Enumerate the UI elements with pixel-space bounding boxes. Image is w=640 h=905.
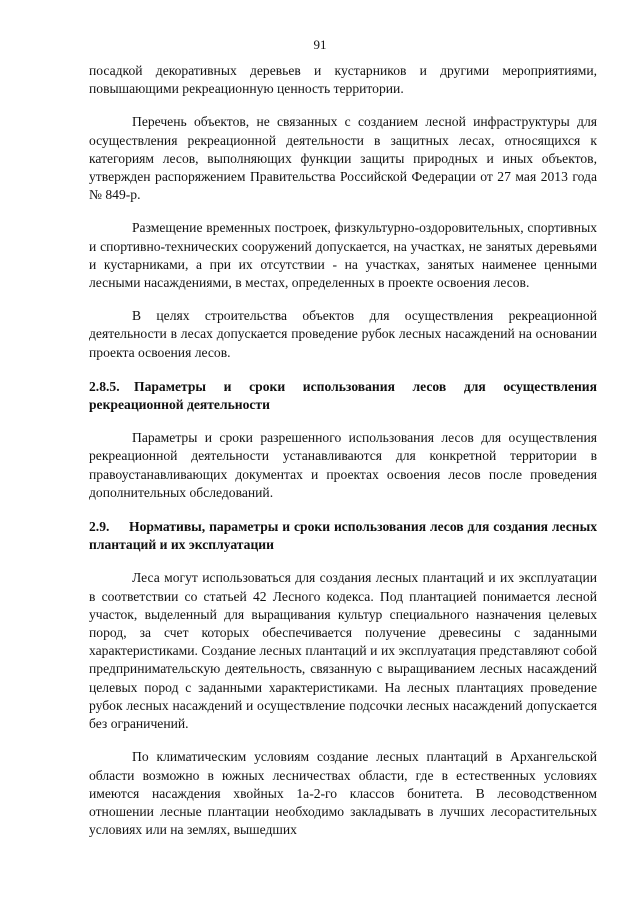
paragraph-plantations: Леса могут использоваться для создания лесных плантаций и их эксплуатации в соответствии со статьей 42 Лесного кодекса. Под плантацией понимается лесной участок, выделенный для выращивания культур специального назначения целевых пород, за счет которых обеспечивается получение древесины с заданными характеристиками. Создание лесных плантаций и их эксплуатация представляют собой предпринимательскую деятельность, связанную с выращиванием лесных насаждений целевых пород с заданными характеристиками. На лесных плантациях проведение рубок лесных насаждений и осуществление подсочки лесных насаждений допускается без ограничений. (89, 570, 597, 732)
section-heading-2-9 (89, 518, 597, 554)
section-title: Параметры и сроки использования лесов для осуществления рекреационной деятельности (89, 378, 597, 413)
section-title: Нормативы, параметры и сроки использования лесов для создания лесных плантаций и их эксплуатации (89, 519, 597, 553)
section-heading-2-8-5 (89, 378, 597, 414)
section-number: 2.9. (89, 519, 110, 535)
paragraph-climate: По климатическим условиям создание лесных плантаций в Архангельской области возможно в южных лесничествах области, где в естественных условиях имеются насаждения хвойных 1а-2-го классов бонитета. В лесоводственном отношении лесные плантации необходимо закладывать в лучших лесорастительных условиях или на землях, вышедших (89, 749, 597, 838)
paragraph-parameters: Параметры и сроки разрешенного использования лесов для осуществления рекреационной деятельности устанавливаются для конкретной территории в правоустанавливающих документах и проектах освоения лесов после проведения дополнительных обследований. (89, 430, 597, 500)
paragraph-construction-felling: В целях строительства объектов для осуществления рекреационной деятельности в лесах допускается проведение рубок лесных насаждений на основании проекта освоения лесов. (89, 308, 597, 360)
section-number: 2.8.5. (89, 378, 120, 394)
paragraph-temporary-buildings: Размещение временных построек, физкультурно-оздоровительных, спортивных и спортивно-технических сооружений допускается, на участках, не занятых деревьями и кустарниками, а при их отсутствии - на участках, занятых наименее ценными лесными насаждениями, в местах, определенных в проекте освоения лесов. (89, 220, 597, 291)
paragraph-objects-list: Перечень объектов, не связанных с созданием лесной инфраструктуры для осуществления рекреационной деятельности в защитных лесах, относящихся к категориям лесов, выполняющих функции защиты природных и иных объектов, утвержден распоряжением Правительства Российской Федерации от 27 мая 2013 года № 849-р. (89, 114, 597, 203)
paragraph-continuation: посадкой декоративных деревьев и кустарников и другими мероприятиями, повышающими рекреационную ценность территории. (89, 63, 597, 97)
page-content (89, 62, 597, 839)
page-number: 91 (313, 37, 327, 52)
